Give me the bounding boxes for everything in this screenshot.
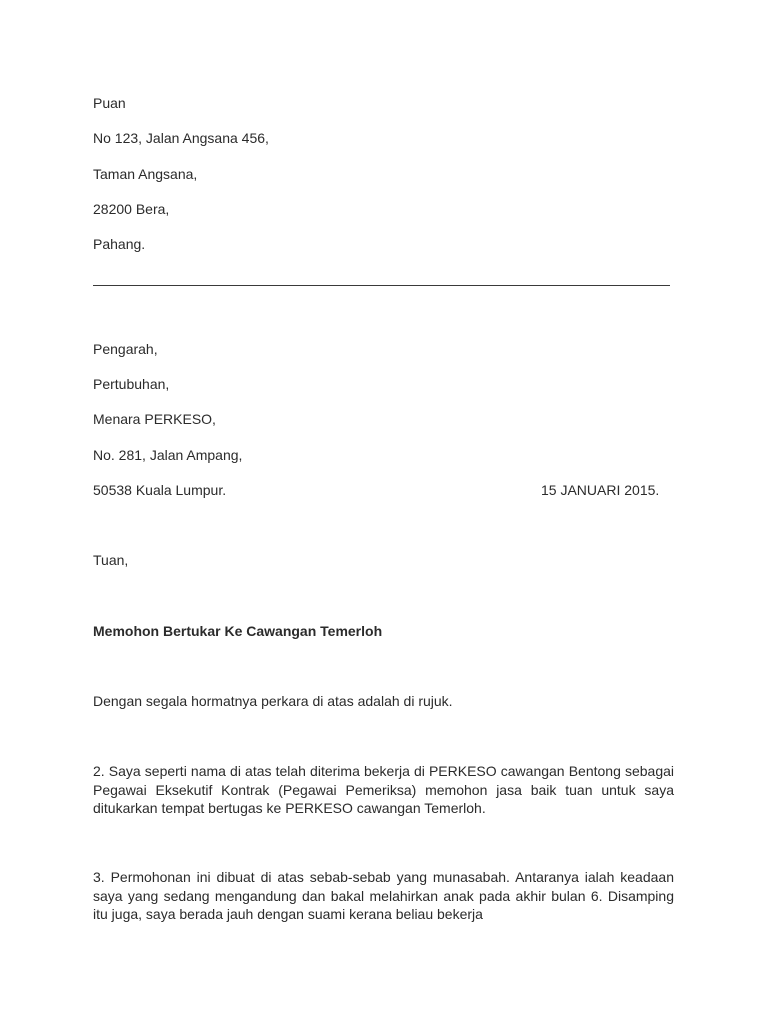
paragraph-opening: Dengan segala hormatnya perkara di atas adalah di rujuk. — [93, 693, 453, 709]
letter-subject: Memohon Bertukar Ke Cawangan Temerloh — [93, 623, 383, 639]
recipient-line: Menara PERKESO, — [93, 411, 216, 427]
paragraph-2: 2. Saya seperti nama di atas telah diterima bekerja di PERKESO cawangan Bentong sebagai Pegawai Eksekutif Kontrak (Pegawai Pemeriksa) memohon jasa baik tuan untuk saya ditukarkan tempat bertugas ke PERKESO cawangan Temerloh. — [93, 763, 674, 816]
salutation: Tuan, — [93, 552, 129, 568]
separator-line — [93, 285, 670, 286]
recipient-line: 50538 Kuala Lumpur. — [93, 482, 227, 498]
sender-address-line: Pahang. — [93, 236, 146, 252]
recipient-line: Pengarah, — [93, 341, 158, 357]
sender-address-line: Taman Angsana, — [93, 166, 198, 182]
paragraph-3: 3. Permohonan ini dibuat di atas sebab-sebab yang munasabah. Antaranya ialah keadaan saya yang sedang mengandung dan bakal melahirkan anak pada akhir bulan 6. Disamping itu juga, saya berada jauh dengan suami kerana beliau bekerja — [93, 869, 674, 922]
recipient-line: No. 281, Jalan Ampang, — [93, 447, 243, 463]
letter-date: 15 JANUARI 2015. — [541, 482, 660, 498]
sender-name: Puan — [93, 95, 126, 111]
recipient-line: Pertubuhan, — [93, 376, 170, 392]
sender-address-line: 28200 Bera, — [93, 201, 170, 217]
sender-address-line: No 123, Jalan Angsana 456, — [93, 130, 269, 146]
